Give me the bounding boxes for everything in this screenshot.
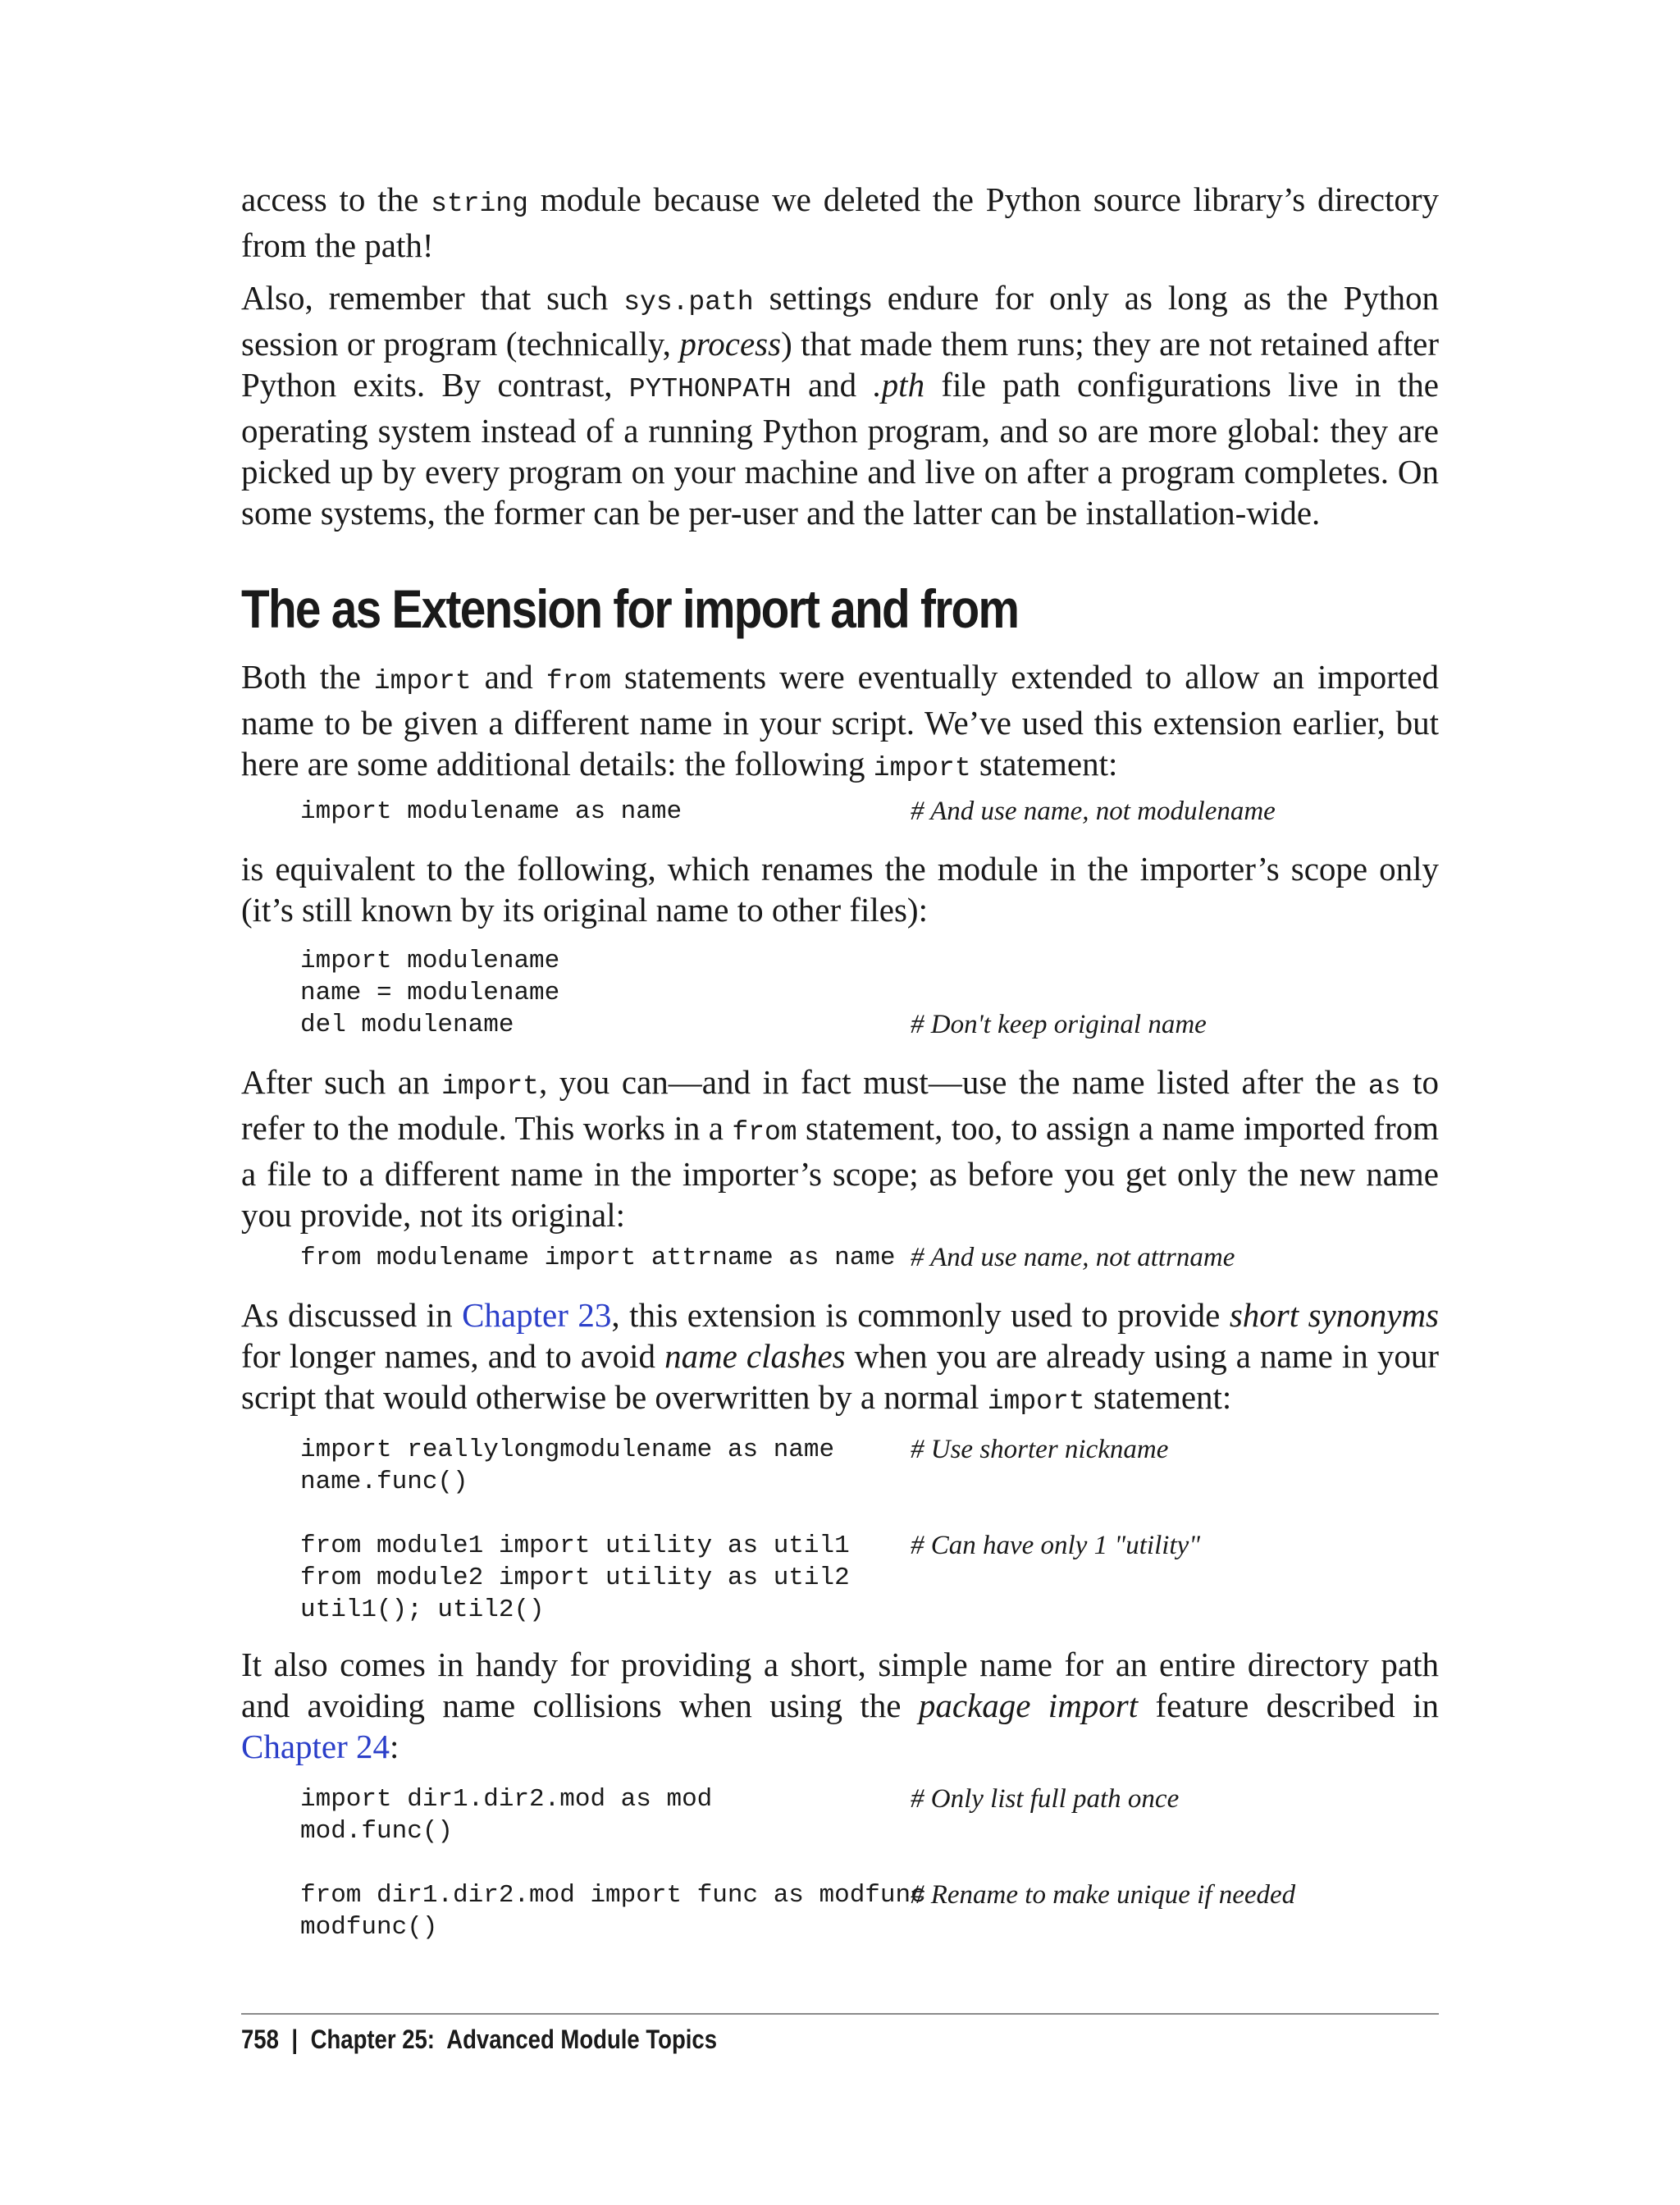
inline-code: string bbox=[431, 189, 528, 219]
italic-term: package import bbox=[918, 1687, 1139, 1724]
italic-term: process bbox=[679, 325, 782, 363]
code-line bbox=[300, 1242, 1439, 1274]
italic-term: .pth bbox=[873, 366, 925, 404]
code-block-from-as bbox=[300, 1242, 1439, 1274]
inline-code: as bbox=[1367, 1071, 1401, 1102]
text-run: for longer names, and to avoid bbox=[241, 1337, 665, 1375]
code-line bbox=[300, 1009, 1439, 1041]
paragraph-string-access bbox=[241, 179, 1439, 266]
code-text: from modulename import attrname as name bbox=[300, 1244, 896, 1272]
text-run: and bbox=[791, 366, 874, 404]
code-text: import modulename as name bbox=[300, 797, 682, 826]
text-run: statement: bbox=[970, 745, 1118, 783]
paragraph-sys-path bbox=[241, 277, 1439, 533]
text-run: Both the bbox=[241, 658, 374, 696]
chapter-23-link[interactable]: Chapter 23 bbox=[462, 1296, 612, 1334]
code-line bbox=[300, 796, 1439, 828]
inline-code: import bbox=[441, 1071, 539, 1102]
code-text: import reallylongmodulename as name bbox=[300, 1436, 835, 1464]
code-comment: # Use shorter nickname bbox=[911, 1435, 1169, 1464]
inline-code: sys.path bbox=[623, 287, 754, 317]
inline-code: import bbox=[987, 1386, 1085, 1417]
paragraph-equivalent bbox=[241, 848, 1439, 930]
paragraph-as-extension bbox=[241, 656, 1439, 789]
inline-code: import bbox=[373, 666, 472, 696]
text-run: statement: bbox=[1084, 1378, 1232, 1416]
text-run: access to the bbox=[241, 180, 431, 218]
paragraph-package-import bbox=[241, 1644, 1439, 1767]
code-text: name.func() bbox=[300, 1468, 468, 1496]
code-block-package-paths bbox=[300, 1783, 1439, 1943]
text-run: : bbox=[390, 1728, 399, 1765]
text-run: statement, too, to assign a name imported from a file to a different name in the importer’s scope; as before you get only the new name you provide, not its original: bbox=[241, 1109, 1439, 1234]
text-run: , this extension is commonly used to provide bbox=[611, 1296, 1230, 1334]
inline-code: import bbox=[873, 753, 971, 783]
text-run: After such an bbox=[241, 1063, 442, 1101]
page-footer bbox=[241, 2023, 717, 2056]
code-line bbox=[300, 1847, 1439, 1879]
code-text: from module2 import utility as util2 bbox=[300, 1564, 850, 1592]
code-comment: # Rename to make unique if needed bbox=[911, 1880, 1296, 1910]
code-comment: # Only list full path once bbox=[911, 1784, 1180, 1814]
text-run: , you can—and in fact must—use the name listed after the bbox=[538, 1063, 1368, 1101]
text-run: file path configurations live in the operating system instead of a running Python program, and so are more global: they are picked up by every program on your machine and live on after a program completes. On some systems, the former can be per-user and the latter can be installation-wide. bbox=[241, 366, 1439, 532]
code-text: from module1 import utility as util1 bbox=[300, 1532, 850, 1560]
section-heading: The as Extension for import and from bbox=[241, 578, 1019, 639]
text-run: It also comes in handy for providing a short, simple name for an entire directory path and avoiding name collisions when using the bbox=[241, 1646, 1439, 1724]
code-text: import modulename bbox=[300, 947, 560, 975]
text-run: feature described in bbox=[1138, 1687, 1439, 1724]
code-block-rename bbox=[300, 945, 1439, 1041]
code-block-import-as bbox=[300, 796, 1439, 828]
text-run: module because we deleted the Python source library’s directory from the path! bbox=[241, 180, 1439, 264]
page-number: 758 bbox=[241, 2025, 279, 2054]
footer-separator: | bbox=[291, 2025, 299, 2054]
text-run: statements were eventually extended to allow an imported name to be given a different name in your script. We’ve used this extension earlier, but here are some additional details: the following bbox=[241, 658, 1440, 783]
code-comment: # And use name, not attrname bbox=[911, 1243, 1235, 1272]
inline-code: from bbox=[732, 1117, 797, 1148]
code-line bbox=[300, 1911, 1439, 1943]
inline-code: PYTHONPATH bbox=[628, 374, 792, 404]
code-text: from dir1.dir2.mod import func as modfunc bbox=[300, 1881, 926, 1910]
text-run: and bbox=[471, 658, 546, 696]
chapter-24-link[interactable]: Chapter 24 bbox=[241, 1728, 390, 1765]
footer-chapter-title: Chapter 25: Advanced Module Topics bbox=[310, 2025, 718, 2054]
text-run: is equivalent to the following, which renames the module in the importer’s scope only (it’s still known by its original name to other files): bbox=[241, 850, 1439, 929]
text-run: to refer to the module. This works in a bbox=[241, 1063, 1439, 1147]
code-line bbox=[300, 1783, 1439, 1815]
code-line bbox=[300, 1530, 1439, 1562]
text-run: ) that made them runs; they are not retained after Python exits. By contrast, bbox=[241, 325, 1439, 404]
code-line bbox=[300, 1815, 1439, 1847]
code-line bbox=[300, 1879, 1439, 1911]
code-line bbox=[300, 1466, 1439, 1498]
footer-divider bbox=[241, 2013, 1439, 2015]
code-comment: # Don't keep original name bbox=[911, 1010, 1207, 1039]
code-text: modfunc() bbox=[300, 1913, 438, 1942]
paragraph-synonyms bbox=[241, 1294, 1439, 1422]
paragraph-after-import bbox=[241, 1061, 1439, 1235]
code-line bbox=[300, 1498, 1439, 1530]
inline-code: from bbox=[546, 666, 611, 696]
code-comment: # And use name, not modulename bbox=[911, 797, 1276, 826]
code-comment: # Can have only 1 "utility" bbox=[911, 1531, 1201, 1560]
code-text: del modulename bbox=[300, 1011, 514, 1039]
italic-term: short synonyms bbox=[1229, 1296, 1440, 1334]
text-run: settings endure for only as long as the Python session or program (technically, bbox=[241, 279, 1439, 363]
code-line bbox=[300, 1594, 1439, 1626]
italic-term: name clashes bbox=[664, 1337, 846, 1375]
code-text: name = modulename bbox=[300, 979, 560, 1007]
code-line bbox=[300, 977, 1439, 1009]
text-run: when you are already using a name in your script that would otherwise be overwritten by a normal bbox=[241, 1337, 1439, 1416]
text-run: Also, remember that such bbox=[241, 279, 624, 317]
code-text: import dir1.dir2.mod as mod bbox=[300, 1785, 713, 1814]
code-line bbox=[300, 1562, 1439, 1594]
code-text: util1(); util2() bbox=[300, 1596, 545, 1624]
code-text: mod.func() bbox=[300, 1817, 454, 1846]
code-line bbox=[300, 1434, 1439, 1466]
code-line bbox=[300, 945, 1439, 977]
text-run: As discussed in bbox=[241, 1296, 463, 1334]
code-block-nicknames bbox=[300, 1434, 1439, 1626]
